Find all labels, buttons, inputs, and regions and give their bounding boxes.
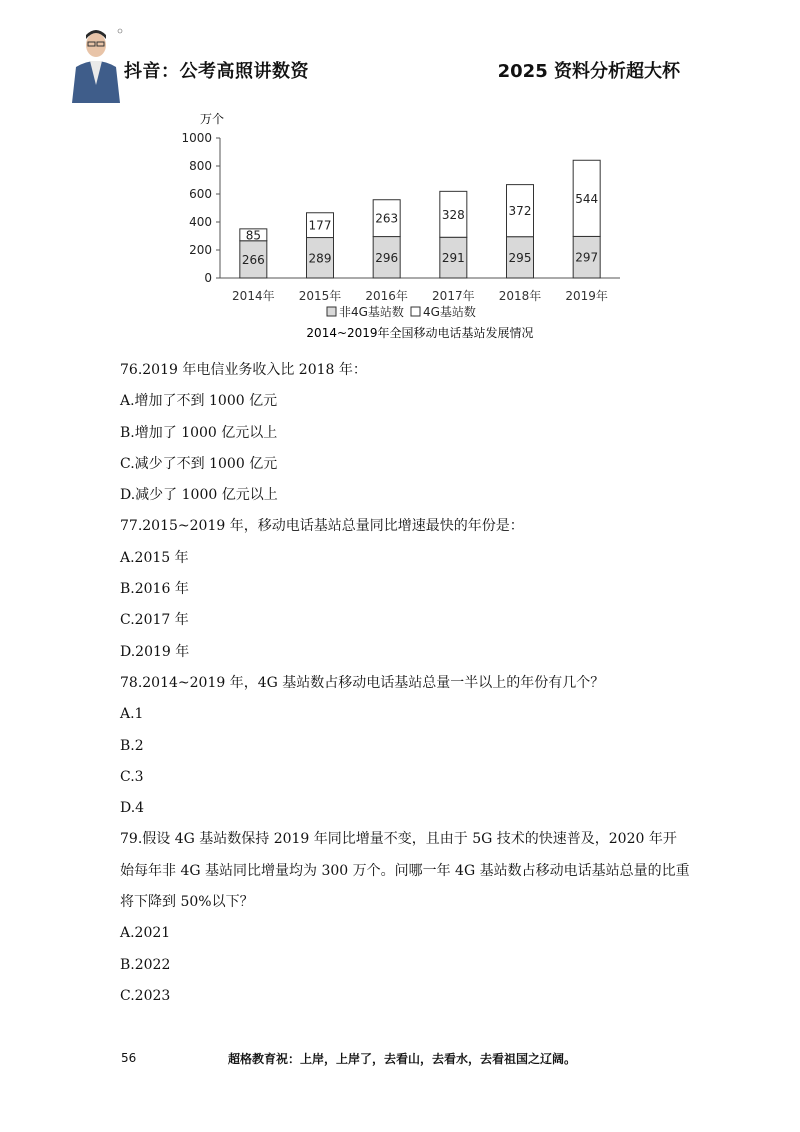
- data-label: 296: [375, 250, 399, 265]
- option-d: D.4: [120, 800, 145, 817]
- question-list: [120, 355, 690, 1012]
- question-76: [120, 355, 690, 511]
- option-b: B.2022: [120, 956, 171, 973]
- chart-title: 2014~2019年全国移动电话基站发展情况: [306, 326, 534, 340]
- option-d: D.2019 年: [120, 643, 190, 660]
- y-tick-label: 1000: [181, 131, 212, 145]
- y-tick-label: 200: [189, 243, 212, 257]
- author-photo: [68, 25, 124, 103]
- x-tick-label: 2017年: [432, 289, 475, 303]
- question-78: [120, 668, 690, 824]
- base-station-chart: [150, 110, 650, 350]
- legend-swatch-non-4g: [327, 307, 336, 316]
- data-label: 295: [508, 250, 532, 265]
- y-tick-label: 400: [189, 215, 212, 229]
- data-label: 372: [508, 204, 532, 219]
- option-a: A.增加了不到 1000 亿元: [120, 393, 278, 410]
- y-tick-label: 800: [189, 159, 212, 173]
- footer-slogan: 超格教育祝：上岸，上岸了，去看山，去看水，去看祖国之辽阔。: [228, 1052, 577, 1066]
- option-b: B.2: [120, 737, 144, 754]
- data-label: 328: [441, 207, 465, 222]
- option-c: C.2023: [120, 987, 171, 1004]
- question-stem: 79.假设 4G 基站数保持 2019 年同比增量不变，且由于 5G 技术的快速普及，2020 年开始每年非 4G 基站同比增量均为 300 万个。问哪一年 4G 基站数占移动电话基站总量的比重将下降到 50%以下？: [120, 831, 690, 911]
- option-d: D.减少了 1000 亿元以上: [120, 487, 278, 504]
- header-left-title: 抖音：公考高照讲数资: [124, 61, 309, 82]
- x-tick-label: 2016年: [365, 289, 408, 303]
- data-label: 263: [375, 211, 399, 226]
- header-right-title: 2025 资料分析超大杯: [497, 61, 680, 82]
- option-a: A.1: [120, 706, 144, 723]
- x-tick-label: 2019年: [565, 289, 608, 303]
- legend-label-4g: 4G基站数: [423, 305, 476, 319]
- data-label: 177: [308, 218, 332, 233]
- question-stem: 76.2019 年电信业务收入比 2018 年：: [120, 362, 367, 378]
- question-stem: 78.2014~2019 年，4G 基站数占移动电话基站总量一半以上的年份有几个？: [120, 674, 605, 691]
- data-label: 297: [575, 250, 599, 265]
- question-stem: 77.2015~2019 年，移动电话基站总量同比增速最快的年份是：: [120, 518, 524, 535]
- option-c: C.3: [120, 768, 144, 785]
- x-tick-label: 2015年: [298, 289, 342, 303]
- data-label: 266: [241, 252, 265, 267]
- option-a: A.2015 年: [120, 549, 189, 566]
- data-label: 289: [308, 251, 332, 266]
- option-c: C.减少了不到 1000 亿元: [120, 455, 278, 472]
- chart-svg: [150, 110, 650, 350]
- y-axis-unit: 万个: [200, 112, 225, 126]
- data-label: 544: [575, 191, 599, 206]
- x-tick-label: 2014年: [232, 289, 275, 303]
- question-77: [120, 511, 690, 667]
- y-tick-label: 600: [189, 187, 212, 201]
- legend-label-non-4g: 非4G基站数: [339, 305, 404, 319]
- page-number: 56: [121, 1051, 137, 1065]
- data-label: 291: [441, 251, 465, 266]
- option-c: C.2017 年: [120, 612, 189, 629]
- option-a: A.2021: [120, 925, 171, 942]
- option-b: B.2016 年: [120, 581, 189, 598]
- option-b: B.增加了 1000 亿元以上: [120, 424, 278, 441]
- legend-swatch-4g: [411, 307, 420, 316]
- y-tick-label: 0: [204, 271, 212, 285]
- question-79: [120, 824, 690, 1012]
- x-tick-label: 2018年: [498, 289, 542, 303]
- data-label: 85: [245, 228, 261, 243]
